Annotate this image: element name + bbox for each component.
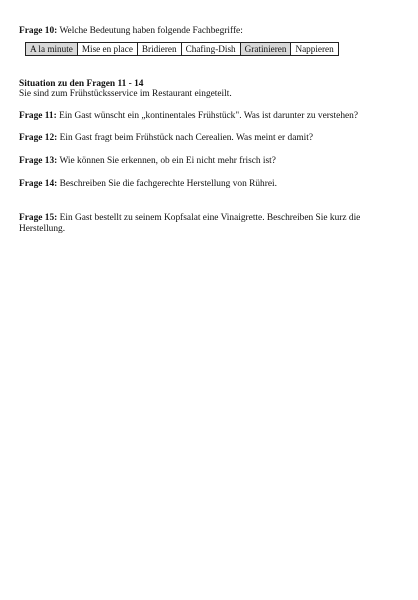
situation-text: Sie sind zum Frühstücksservice im Restaurant eingeteilt. [19,89,232,99]
question-10 [19,26,243,37]
term-cell: Chafing-Dish [182,43,241,55]
question-14-label: Frage 14: [19,179,58,189]
term-cell: Gratinieren [241,43,292,55]
term-cell: Mise en place [78,43,138,55]
question-12-label: Frage 12: [19,133,58,143]
question-12-text: Ein Gast fragt beim Frühstück nach Cerealien. Was meint er damit? [59,133,314,143]
situation-heading-text: Situation zu den Fragen 11 - 14 [19,79,144,89]
question-15 [19,213,399,235]
term-cell: Bridieren [138,43,182,55]
question-14-text: Beschreiben Sie die fachgerechte Herstellung von Rührei. [59,179,277,189]
question-13-text: Wie können Sie erkennen, ob ein Ei nicht mehr frisch ist? [59,156,276,166]
question-10-text: Welche Bedeutung haben folgende Fachbegriffe: [59,26,243,36]
question-10-label: Frage 10: [19,26,58,36]
term-cell: A la minute [26,43,78,55]
question-15-text: Ein Gast bestellt zu seinem Kopfsalat eine Vinaigrette. Beschreiben Sie kurz die Herstellung. [19,213,361,234]
question-14 [19,179,277,190]
question-12 [19,133,313,144]
question-11 [19,111,358,122]
question-11-label: Frage 11: [19,111,57,121]
question-11-text: Ein Gast wünscht ein „kontinentales Frühstück". Was ist darunter zu verstehen? [59,111,359,121]
question-13-label: Frage 13: [19,156,58,166]
term-cell: Nappieren [295,44,334,54]
question-15-label: Frage 15: [19,213,58,223]
terms-table [25,42,339,56]
question-13 [19,156,276,167]
